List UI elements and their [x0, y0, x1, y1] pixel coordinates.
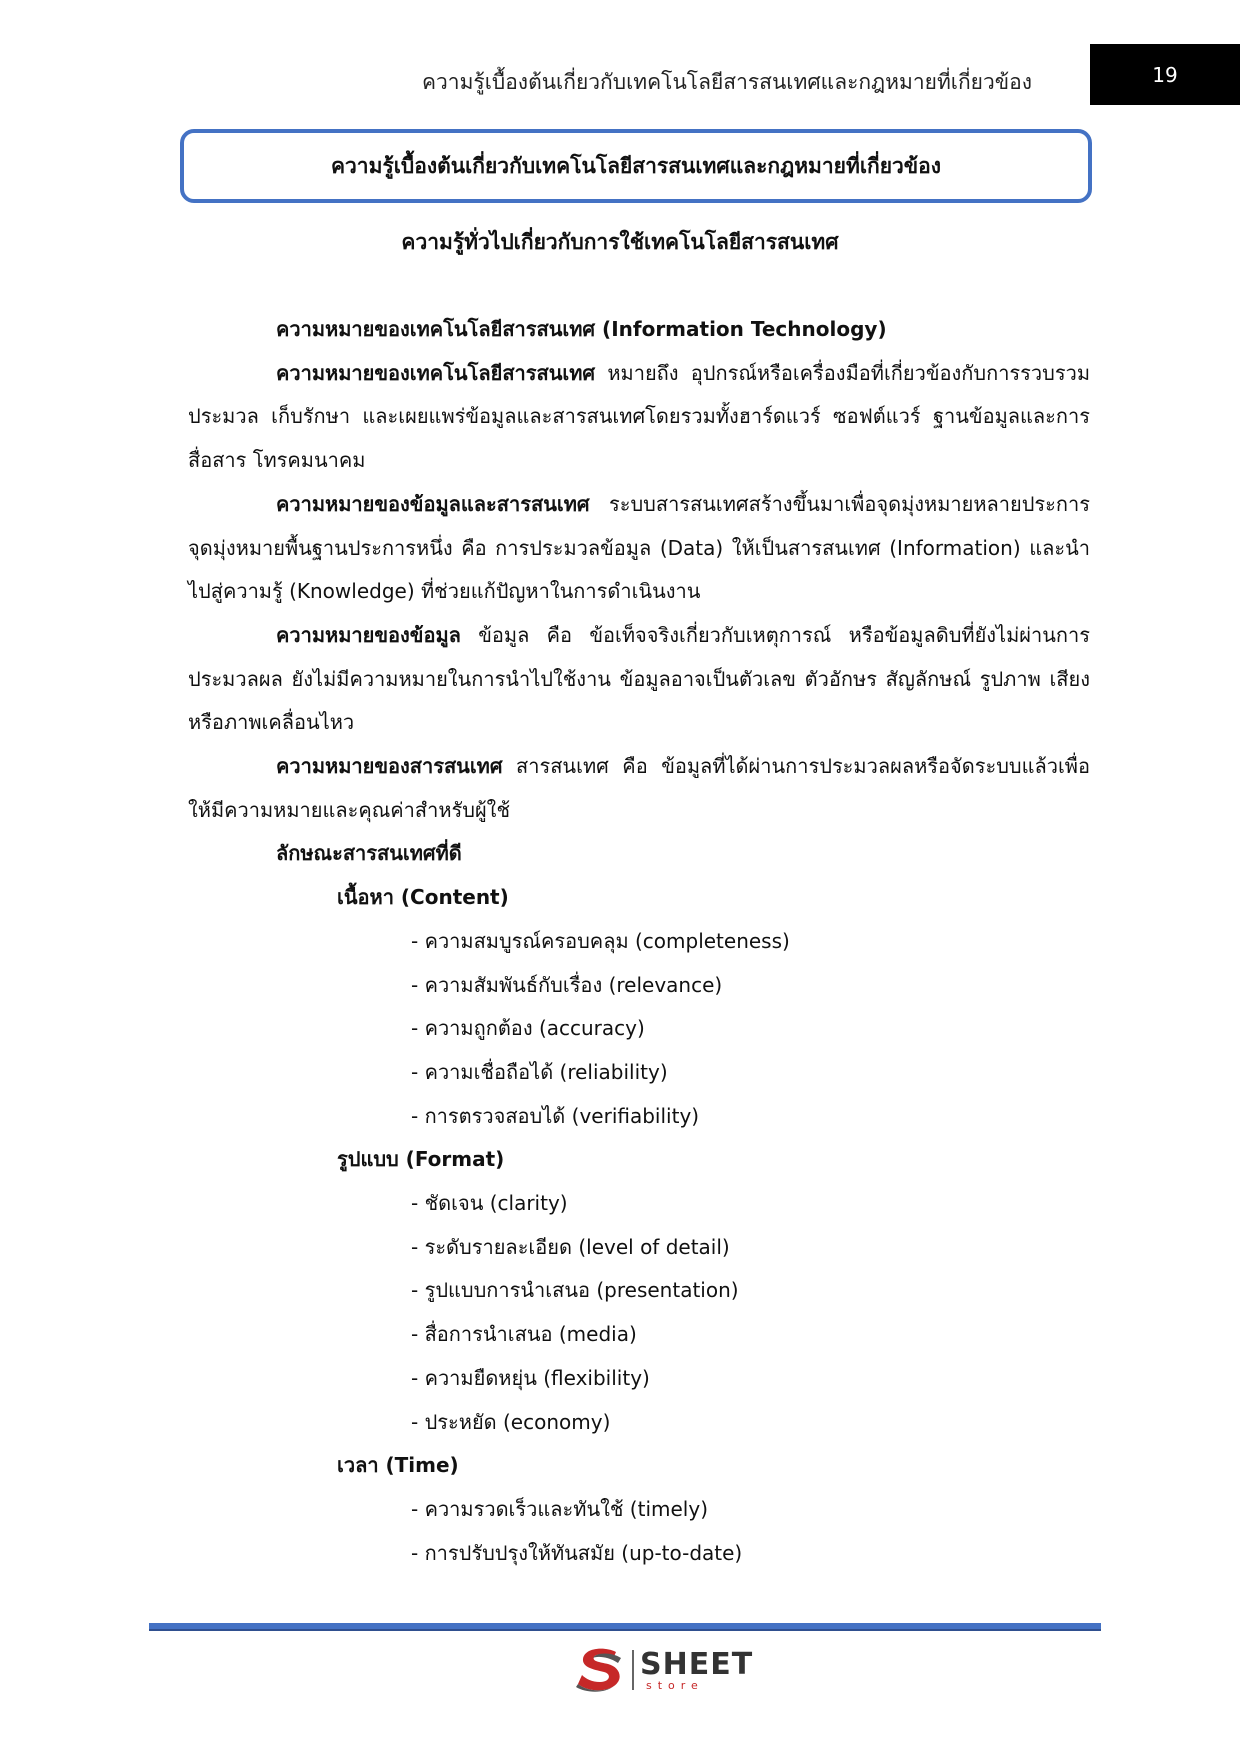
page-number-box — [1090, 44, 1240, 105]
qualities-heading: ลักษณะสารสนเทศที่ดี — [276, 841, 462, 866]
section-subtitle: ความรู้ทั่วไปเกี่ยวกับการใช้เทคโนโลยีสารสนเทศ — [401, 230, 839, 254]
list-item: - การตรวจสอบได้ (verifiability) — [411, 1103, 700, 1128]
page-number: 19 — [1152, 62, 1178, 87]
s-logo-icon — [574, 1644, 628, 1696]
chapter-title: ความรู้เบื้องต้นเกี่ยวกับเทคโนโลยีสารสนเทศและกฎหมายที่เกี่ยวข้อง — [330, 153, 942, 178]
logo-wordmark: SHEET — [640, 1646, 754, 1682]
list-item: - รูปแบบการนำเสนอ (presentation) — [411, 1278, 739, 1303]
list-item: - ความยืดหยุ่น (flexibility) — [411, 1365, 650, 1390]
definition-term: ความหมายของเทคโนโลยีสารสนเทศ — [276, 360, 596, 385]
list-item: - ความถูกต้อง (accuracy) — [411, 1016, 645, 1041]
list-item: - ความสมบูรณ์ครอบคลุม (completeness) — [411, 928, 790, 953]
group-heading-time: เวลา (Time) — [337, 1453, 459, 1478]
running-header-title: ความรู้เบื้องต้นเกี่ยวกับเทคโนโลยีสารสนเทศและกฎหมายที่เกี่ยวข้อง — [421, 70, 1032, 94]
definition-text: สารสนเทศ คือ ข้อมูลที่ได้ผ่านการประมวลผลหรือจัดระบบแล้วเพื่อให้มีความหมายและคุณค่าสำหรับผู้ใช้ — [188, 754, 1090, 822]
section-heading: ความหมายของเทคโนโลยีสารสนเทศ (Information Technology) — [276, 317, 887, 341]
group-heading-content: เนื้อหา (Content) — [337, 885, 509, 910]
definition-paragraph — [188, 745, 1090, 832]
list-item: - การปรับปรุงให้ทันสมัย (up-to-date) — [411, 1540, 743, 1565]
definition-term: ความหมายของข้อมูลและสารสนเทศ — [276, 491, 590, 516]
sheet-store-logo — [574, 1644, 753, 1696]
footer-rule — [149, 1623, 1101, 1631]
definition-text: ข้อมูล คือ ข้อเท็จจริงเกี่ยวกับเหตุการณ์ หรือข้อมูลดิบที่ยังไม่ผ่านการประมวลผล ยังไม่มีความหมายในการนำไปใช้งาน ข้อมูลอาจเป็นตัวเลข ตัวอักษร สัญลักษณ์ รูปภาพ เสียง หรือภาพเคลื่อนไหว — [188, 622, 1090, 735]
list-item: - ความเชื่อถือได้ (reliability) — [411, 1059, 668, 1084]
logo-divider — [632, 1650, 634, 1690]
list-item: - สื่อการนำเสนอ (media) — [411, 1322, 637, 1347]
logo-subtext: store — [646, 1678, 704, 1692]
list-item: - ประหยัด (economy) — [411, 1409, 611, 1434]
definition-text: หมายถึง อุปกรณ์หรือเครื่องมือที่เกี่ยวข้องกับการรวบรวมประมวล เก็บรักษา และเผยแพร่ข้อมูลและสารสนเทศโดยรวมทั้งฮาร์ดแวร์ ซอฟต์แวร์ ฐานข้อมูลและการสื่อสาร โทรคมนาคม — [188, 360, 1090, 473]
definition-term: ความหมายของสารสนเทศ — [276, 754, 503, 779]
chapter-banner — [180, 129, 1092, 203]
definition-paragraph — [188, 483, 1090, 614]
list-item: - ความรวดเร็วและทันใช้ (timely) — [411, 1496, 708, 1521]
definition-paragraph — [188, 352, 1090, 483]
list-item: - ความสัมพันธ์กับเรื่อง (relevance) — [411, 972, 723, 997]
definition-paragraph — [188, 614, 1090, 745]
document-body — [188, 308, 1090, 1575]
list-item: - ชัดเจน (clarity) — [411, 1191, 568, 1216]
list-item: - ระดับรายละเอียด (level of detail) — [411, 1234, 730, 1259]
definition-text: ระบบสารสนเทศสร้างขึ้นมาเพื่อจุดมุ่งหมายหลายประการจุดมุ่งหมายพื้นฐานประการหนึ่ง คือ การประมวลข้อมูล (Data) ให้เป็นสารสนเทศ (Information) และนำไปสู่ความรู้ (Knowledge) ที่ช่วยแก้ปัญหาในการดำเนินงาน — [188, 491, 1090, 604]
logo-text — [640, 1646, 754, 1692]
group-heading-format: รูปแบบ (Format) — [337, 1147, 505, 1172]
definition-term: ความหมายของข้อมูล — [276, 622, 461, 647]
